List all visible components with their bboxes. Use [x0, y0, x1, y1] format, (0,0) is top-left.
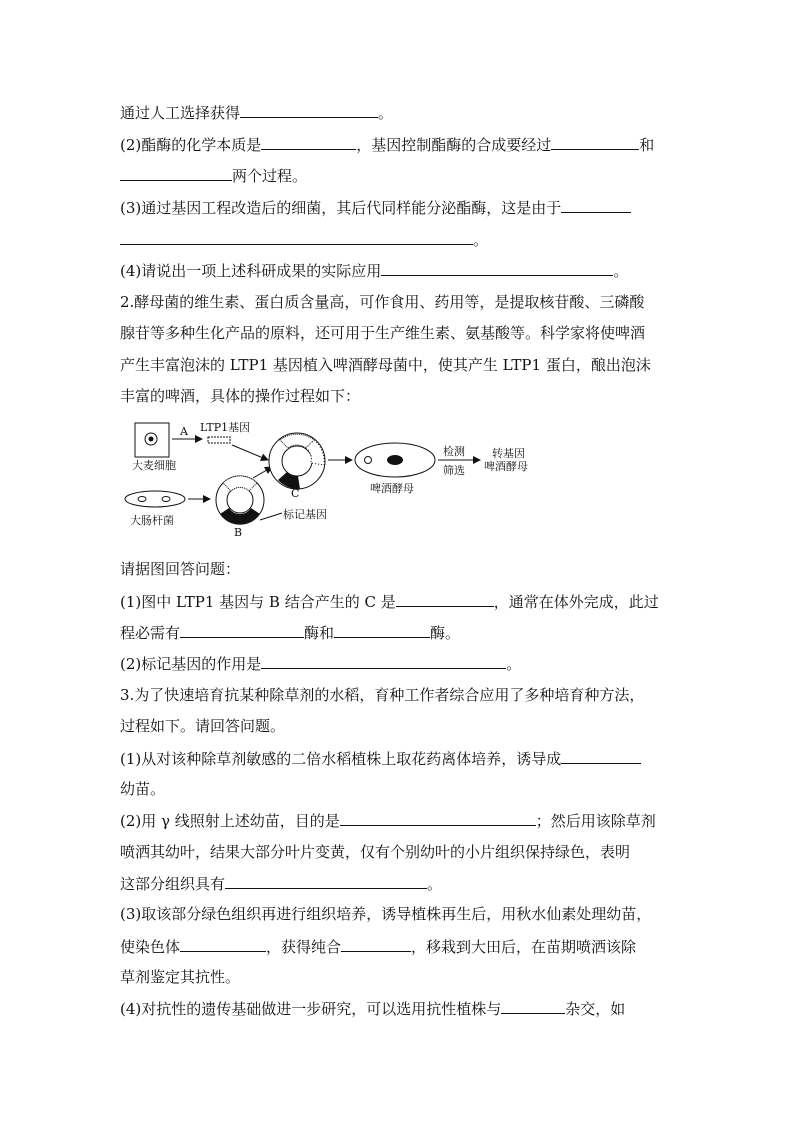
answer-blank[interactable] — [340, 809, 536, 826]
marker-pointer — [260, 513, 282, 520]
q1-line-0 — [120, 101, 393, 124]
q3-line-6: (3)取该部分绿色组织再进行组织培养，诱导植株再生后，用秋水仙素处理幼苗， — [120, 905, 652, 923]
q1-line-3 — [120, 196, 631, 219]
text: 程必需有 — [120, 624, 181, 642]
label-detect: 检测 — [443, 445, 465, 458]
text: 酶。 — [430, 624, 461, 642]
text: (2)酯酶的化学本质是 — [120, 136, 262, 154]
text: ，获得纯合 — [266, 938, 342, 956]
label-transgenic: 转基因 — [492, 447, 525, 460]
q3-intro-a: 3.为了快速培育抗某种除草剂的水稻，育种工作者综合应用了多种培育种方法， — [120, 686, 645, 704]
answer-blank[interactable] — [120, 228, 473, 245]
answer-blank[interactable] — [561, 747, 641, 764]
answer-blank[interactable] — [561, 196, 631, 213]
text: ，移栽到大田后，在苗期喷洒该除 — [411, 938, 637, 956]
q2-line-3 — [120, 652, 521, 675]
answer-blank[interactable] — [551, 133, 639, 150]
answer-blank[interactable] — [120, 164, 232, 181]
answer-blank[interactable] — [180, 621, 304, 638]
q2-intro-line: 丰富的啤酒，具体的操作过程如下： — [120, 387, 361, 405]
q1-line-1 — [120, 133, 654, 156]
text: 。 — [378, 104, 394, 122]
ltp1-gene-fragment — [208, 437, 230, 443]
text: 杂交，如 — [565, 1000, 626, 1018]
q3-line-9 — [120, 997, 625, 1020]
label-ecoli: 大肠杆菌 — [130, 514, 174, 527]
q3-line-4: 喷洒其幼叶，结果大部分叶片变黄，仅有个别幼叶的小片组织保持绿色，表明 — [120, 843, 631, 861]
text: (3)通过基因工程改造后的细菌，其后代同样能分泌酯酶，这是由于 — [120, 199, 562, 217]
q2-intro-line: 腺苷等多种生化产品的原料，还可用于生产维生素、氨基酸等。科学家将使啤酒 — [120, 324, 646, 342]
text: 和 — [639, 136, 655, 154]
label-marker: 标记基因 — [283, 508, 327, 521]
text: (4)对抗性的遗传基础做进一步研究，可以选用抗性植株与 — [120, 1000, 502, 1018]
text: (1)从对该种除草剂敏感的二倍水稻植株上取花药离体培养，诱导成 — [120, 750, 562, 768]
text: (1)图中 LTP1 基因与 B 结合产生的 C 是 — [120, 593, 396, 611]
label-screen: 筛选 — [443, 464, 465, 477]
label-ltp1: LTP1基因 — [200, 421, 251, 434]
recombinant-plasmid-c — [269, 433, 325, 489]
answer-blank[interactable] — [261, 133, 356, 150]
q2-line-2 — [120, 621, 460, 644]
arrow-b-to-c — [253, 467, 272, 478]
answer-blank[interactable] — [501, 997, 565, 1014]
answer-blank[interactable] — [240, 101, 378, 118]
text: 两个过程。 — [232, 167, 308, 185]
text: 。 — [473, 231, 489, 249]
answer-blank[interactable] — [341, 935, 411, 952]
genetic-engineering-diagram — [120, 415, 620, 550]
arrow-ltp1-to-c — [232, 445, 268, 460]
answer-blank[interactable] — [396, 590, 494, 607]
text: (4)请说出一项上述科研成果的实际应用 — [120, 262, 382, 280]
label-yeast: 啤酒酵母 — [370, 482, 414, 495]
q3-line-2: 幼苗。 — [120, 780, 166, 798]
q2-line-1 — [120, 590, 659, 613]
q3-line-1 — [120, 747, 641, 770]
beer-yeast-cell — [355, 443, 435, 477]
q1-line-5 — [120, 259, 628, 282]
q1-line-4 — [120, 228, 488, 251]
q2-prompt: 请据图回答问题： — [120, 560, 241, 578]
ecoli-plasmid — [138, 497, 146, 502]
q3-intro-b: 过程如下。请回答问题。 — [120, 717, 286, 735]
q1-line-2 — [120, 164, 307, 187]
label-b: B — [234, 526, 243, 539]
answer-blank[interactable] — [334, 621, 430, 638]
label-c: C — [291, 487, 300, 500]
answer-blank[interactable] — [225, 872, 427, 889]
label-barley: 大麦细胞 — [132, 459, 176, 472]
label-a: A — [180, 425, 188, 438]
text: ；然后用该除草剂 — [535, 812, 656, 830]
text: (2)用 γ 线照射上述幼苗，目的是 — [120, 812, 340, 830]
q3-line-3 — [120, 809, 656, 832]
text: 。 — [506, 655, 522, 673]
text: 。 — [613, 262, 629, 280]
ecoli-cell — [125, 491, 185, 507]
label-transgenic-yeast: 啤酒酵母 — [484, 460, 528, 473]
ecoli-plasmid — [162, 497, 170, 502]
text: 。 — [427, 875, 443, 893]
text: ，基因控制酯酶的合成要经过 — [356, 136, 552, 154]
plasmid-b — [216, 476, 264, 525]
q3-line-8: 草剂鉴定其抗性。 — [120, 968, 241, 986]
text: 酶和 — [304, 624, 335, 642]
text: 通过人工选择获得 — [120, 104, 241, 122]
q3-line-7 — [120, 935, 636, 958]
text: 这部分组织具有 — [120, 875, 226, 893]
answer-blank[interactable] — [180, 935, 266, 952]
text: 使染色体 — [120, 938, 181, 956]
q2-intro-line: 产生丰富泡沫的 LTP1 基因植入啤酒酵母菌中，使其产生 LTP1 蛋白，酿出泡沫 — [120, 356, 651, 374]
text: ，通常在体外完成，此过 — [493, 593, 659, 611]
answer-blank[interactable] — [381, 259, 613, 276]
q3-line-5 — [120, 872, 442, 895]
q2-intro-line: 2.酵母菌的维生素、蛋白质含量高，可作食用、药用等，是提取核苷酸、三磷酸 — [120, 293, 645, 311]
barley-cell — [135, 423, 169, 457]
answer-blank[interactable] — [261, 652, 506, 669]
text: (2)标记基因的作用是 — [120, 655, 262, 673]
